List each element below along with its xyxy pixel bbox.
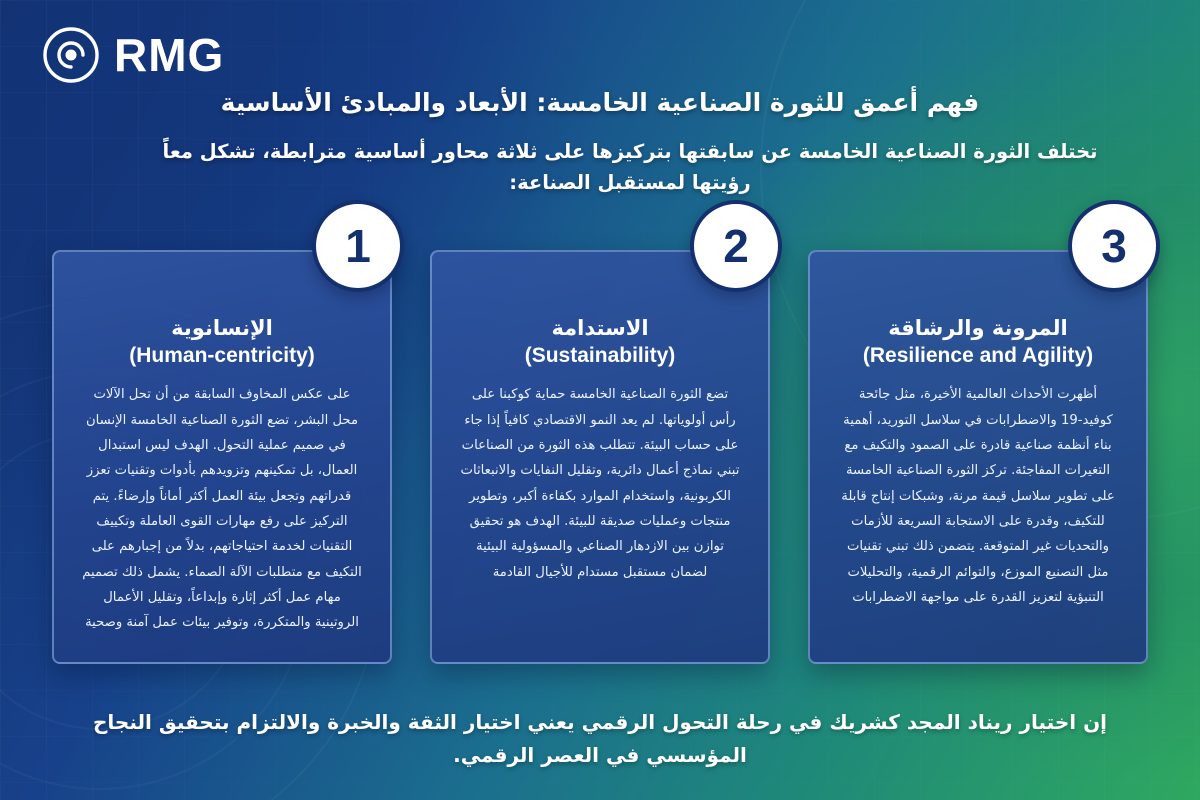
pillar-card-sustainability [430,220,770,664]
pillar-card-resilience [808,220,1148,664]
pillar-number-badge: 3 [1068,200,1160,292]
pillar-title-en: (Sustainability) [524,344,676,368]
brand-name: RMG [114,29,225,81]
page-title: فهم أعمق للثورة الصناعية الخامسة: الأبعاد والمبادئ الأساسية [220,88,980,117]
page-subtitle: تختلف الثورة الصناعية الخامسة عن سابقتها بتركيزها على ثلاثة محاور أساسية مترابطة، تشكل معاً رؤيتها لمستقبل الصناعة: [162,140,1098,195]
pillar-number-badge: 2 [690,200,782,292]
pillar-body: أظهرت الأحداث العالمية الأخيرة، مثل جائحة كوفيد-19 والاضطرابات في سلاسل التوريد، أهمية بناء أنظمة صناعية قادرة على الصمود والتكيف مع التغيرات المفاجئة. تركز الثورة الصناعية الخامسة على تطوير سلاسل قيمة مرنة، وشبكات إنتاج قابلة للتكيف، وقدرة على الاستجابة السريعة للأزمات والتحديات غير المتوقعة. يتضمن ذلك تبني تقنيات مثل التصنيع الموزع، والتوائم الرقمية، والتحليلات التنبؤية لتعزيز القدرة على مواجهة الاضطرابات [841,387,1115,606]
pillars-container [52,220,1148,664]
rmg-spiral-logo-icon [42,26,100,84]
pillar-title-ar: المرونة والرشاقة [888,316,1068,340]
pillar-body: على عكس المخاوف السابقة من أن تحل الآلات محل البشر، تضع الثورة الصناعية الخامسة الإنسان في صميم عملية التحول. الهدف ليس استبدال العمال، بل تمكينهم وتزويدهم بأدوات وتقنيات تعزز قدراتهم وتجعل بيئة العمل أكثر أماناً وإرضاءً. يتم التركيز على رفع مهارات القوى العاملة وتكييف التقنيات لخدمة احتياجاتهم، بدلاً من إجبارهم على التكيف مع متطلبات الآلة الصماء. يشمل ذلك تصميم مهام عمل أكثر إثارة وإبداعاً، وتقليل الأعمال الروتينية والمتكررة، وتوفير بيئات عمل آمنة وصحية [82,387,362,631]
pillar-number-badge: 1 [312,200,404,292]
pillar-title-en: (Resilience and Agility) [862,344,1094,368]
pillar-card-human-centricity [52,220,392,664]
pillar-title-en: (Human-centricity) [129,344,315,368]
pillar-body: تضع الثورة الصناعية الخامسة حماية كوكبنا على رأس أولوياتها. لم يعد النمو الاقتصادي كافياً إذا جاء على حساب البيئة. تتطلب هذه الثورة من الصناعات تبني نماذج أعمال دائرية، وتقليل النفايات والانبعاثات الكربونية، واستخدام الموارد بكفاءة أكبر، وتطوير منتجات وعمليات صديقة للبيئة. الهدف هو تحقيق توازن بين الازدهار الصناعي والمسؤولية البيئية لضمان مستقبل مستدام للأجيال القادمة [460,387,740,580]
brand-logo [42,26,224,84]
footer-statement: إن اختيار ريناد المجد كشريك في رحلة التحول الرقمي يعني اختيار الثقة والخبرة والالتزام بتحقيق النجاح المؤسسي في العصر الرقمي. [92,710,1108,767]
pillar-title-ar: الإنسانوية [171,316,273,340]
pillar-title-ar: الاستدامة [551,316,649,340]
